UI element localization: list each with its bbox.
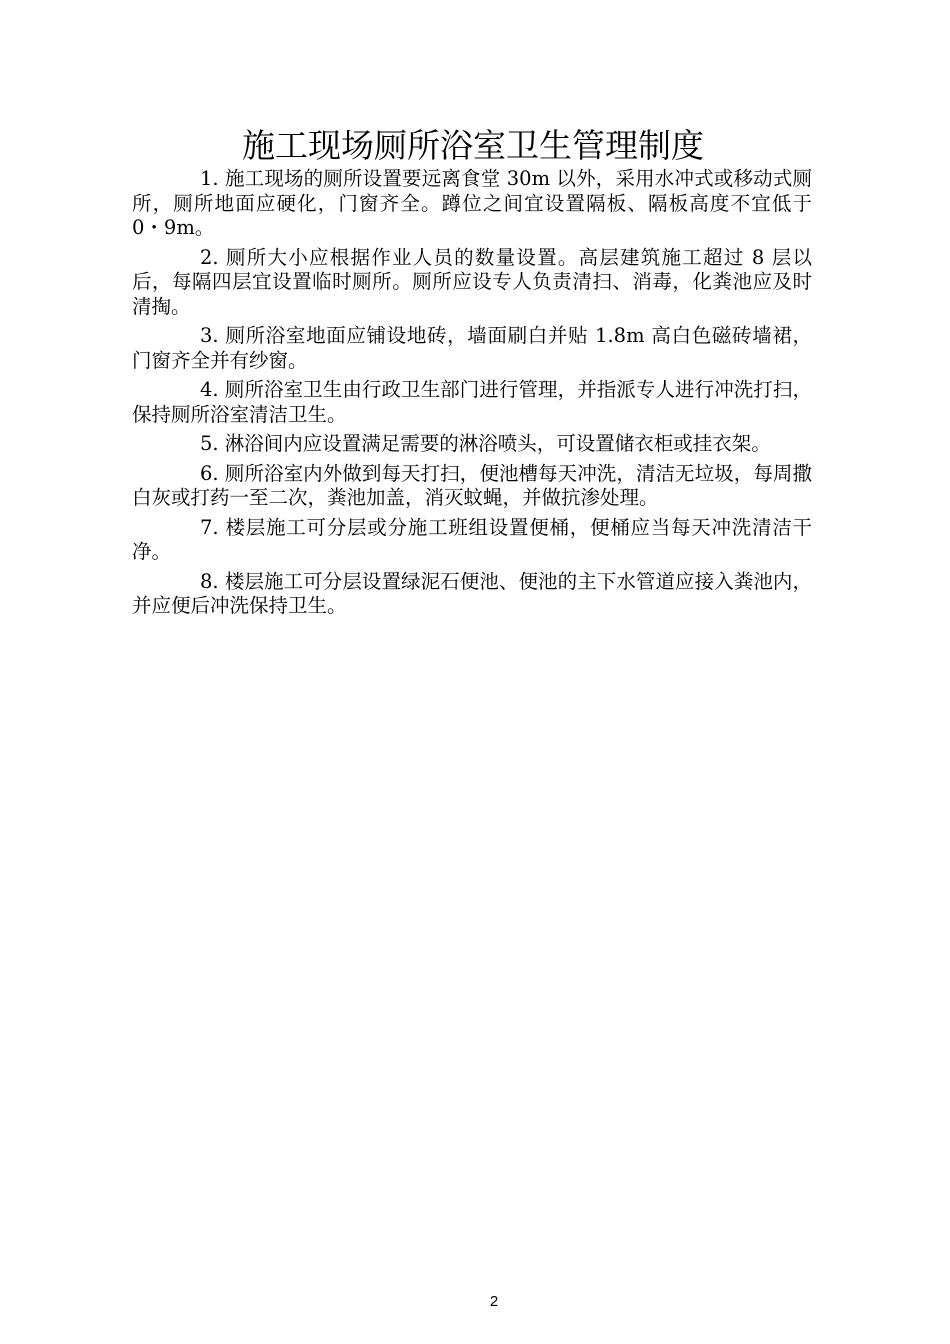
- paragraph-7: 7. 楼层施工可分层或分施工班组设置便桶，便桶应当每天冲洗清洁干净。: [132, 515, 812, 563]
- paragraph-1: 1. 施工现场的厕所设置要远离食堂 30m 以外，采用水冲式或移动式厕所，厕所地面应硬化，门窗齐全。蹲位之间宜设置隔板、隔板高度不宜低于 0・9m。: [132, 167, 812, 239]
- paragraph-6: 6. 厕所浴室内外做到每天打扫，便池槽每天冲洗，清洁无垃圾，每周撒白灰或打药一至二次，粪池加盖，消灭蚊蝇，并做抗渗处理。: [132, 461, 812, 509]
- paragraph-3: 3. 厕所浴室地面应铺设地砖，墙面刷白并贴 1.8m 高白色磁砖墙裙，门窗齐全并有纱窗。: [132, 324, 812, 372]
- paragraph-5: 5. 淋浴间内应设置满足需要的淋浴喷头，可设置储衣柜或挂衣架。: [200, 432, 771, 455]
- paragraph-4: 4. 厕所浴室卫生由行政卫生部门进行管理，并指派专人进行冲洗打扫，保持厕所浴室清洁卫生。: [132, 378, 812, 426]
- paragraph-8: 8. 楼层施工可分层设置绿泥石便池、便池的主下水管道应接入粪池内，并应便后冲洗保持卫生。: [132, 569, 812, 617]
- page-number: 2: [489, 1293, 499, 1310]
- paragraph-2: 2. 厕所大小应根据作业人员的数量设置。高层建筑施工超过 8 层以后，每隔四层宜设置临时厕所。厕所应设专人负责清扫、消毒，化粪池应及时清掏。: [132, 245, 812, 318]
- document-title: 施工现场厕所浴室卫生管理制度: [242, 126, 704, 165]
- document-body: [132, 167, 812, 624]
